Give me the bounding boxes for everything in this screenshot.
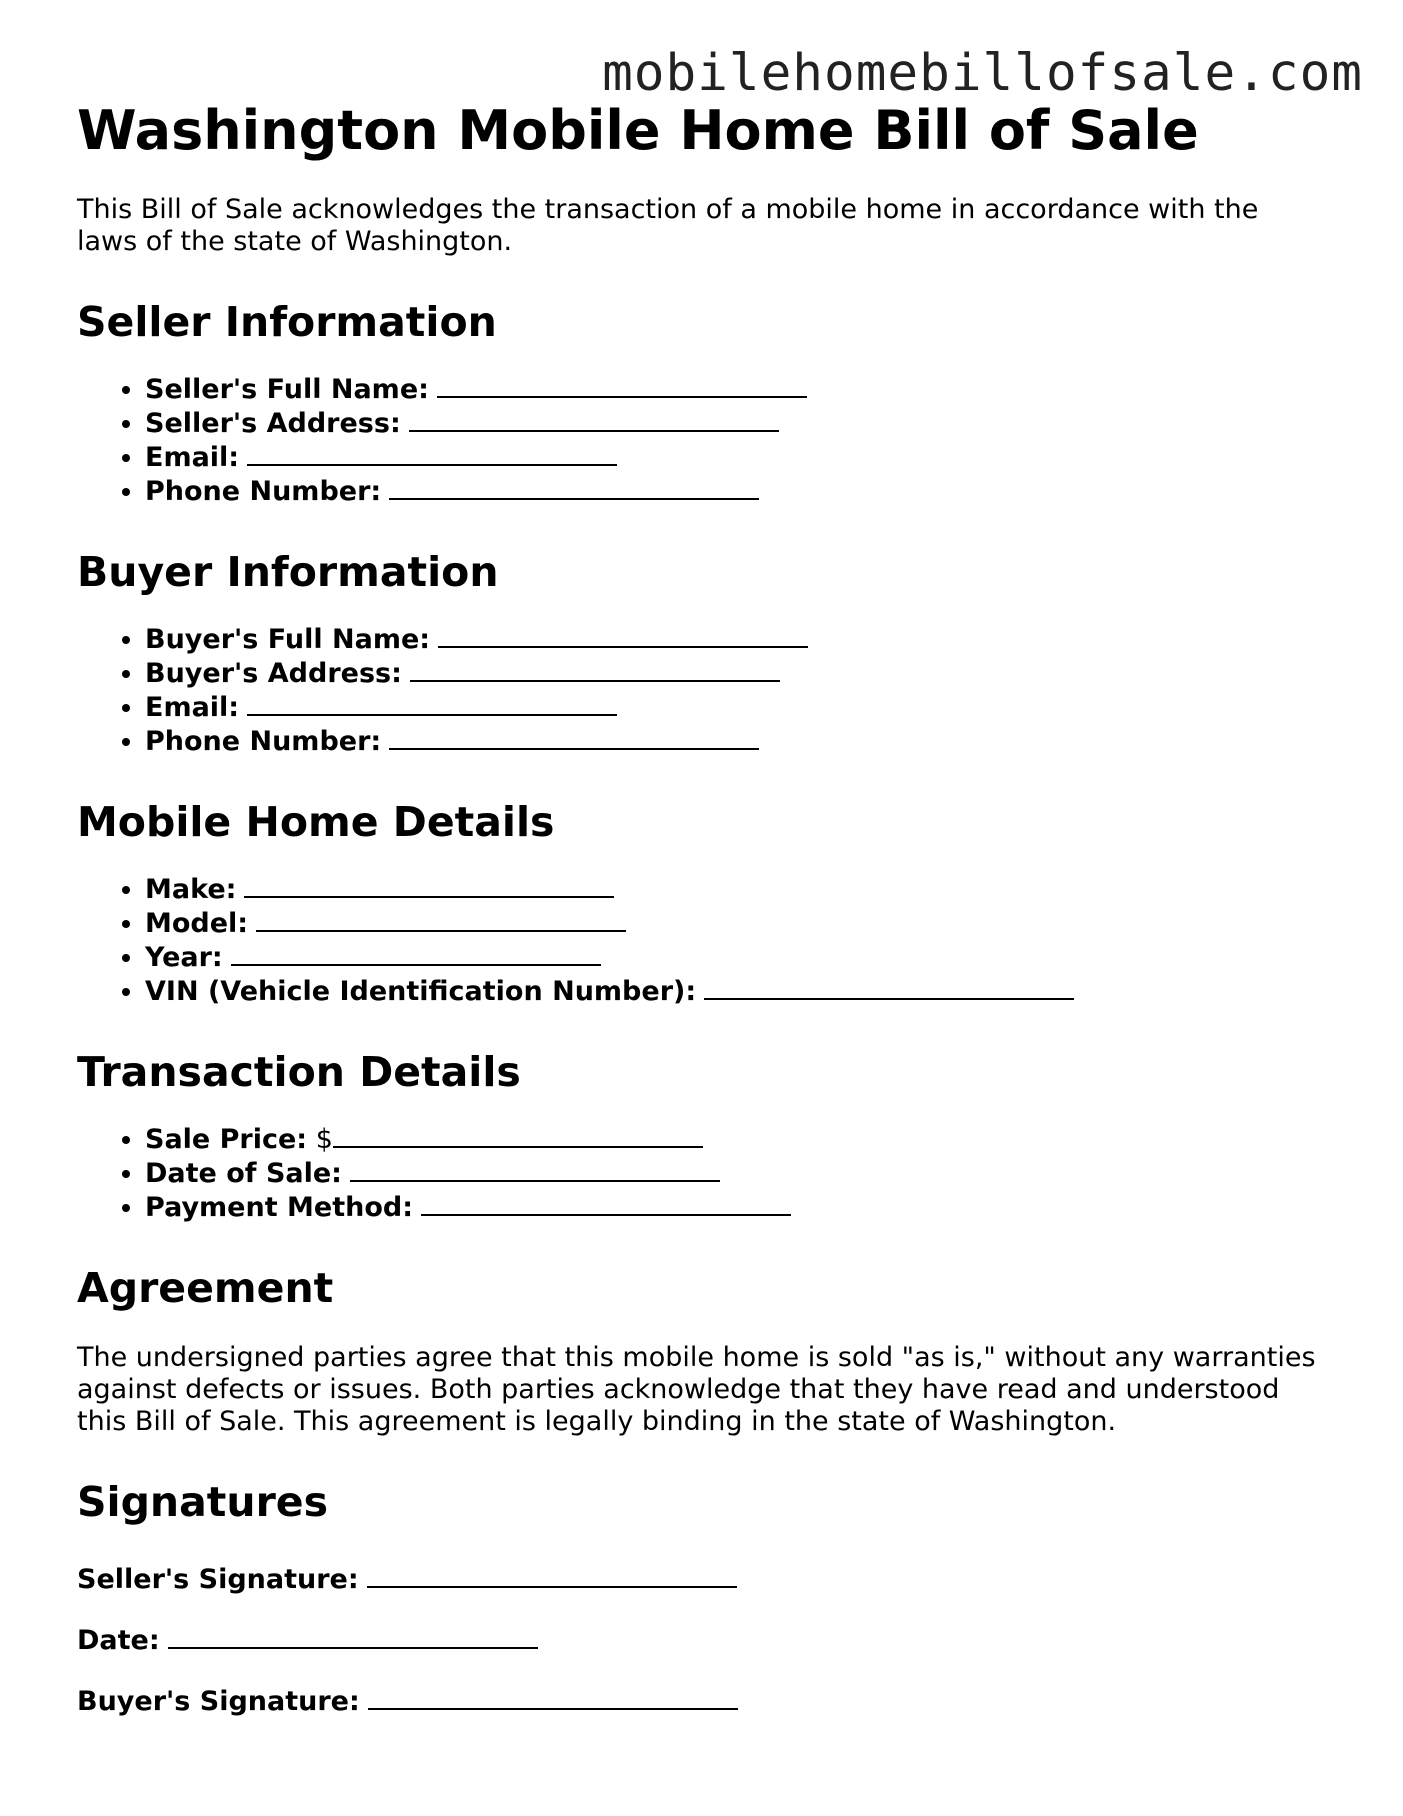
field-label: VIN (Vehicle Identification Number): xyxy=(145,976,697,1007)
field-label: Year: xyxy=(145,942,223,973)
vin-field xyxy=(145,974,1327,1008)
buyer-signature-label: Buyer's Signature: xyxy=(77,1686,360,1717)
seller-field-list xyxy=(77,372,1327,508)
buyer-phone-field xyxy=(145,724,1327,758)
seller-phone-blank[interactable] xyxy=(389,474,759,500)
buyer-address-blank[interactable] xyxy=(410,656,780,682)
signature-date-label: Date: xyxy=(77,1625,160,1656)
buyer-phone-blank[interactable] xyxy=(389,724,759,750)
sale-price-field xyxy=(145,1122,1327,1156)
seller-email-field xyxy=(145,440,1327,474)
field-label: Model: xyxy=(145,908,249,939)
seller-name-field xyxy=(145,372,1327,406)
field-label: Email: xyxy=(145,442,240,473)
seller-signature-row xyxy=(77,1562,1327,1596)
transaction-section-heading: Transaction Details xyxy=(77,1048,521,1096)
buyer-name-blank[interactable] xyxy=(438,622,808,648)
date-of-sale-blank[interactable] xyxy=(350,1156,720,1182)
make-field xyxy=(145,872,1327,906)
signature-date-row xyxy=(77,1623,1327,1657)
intro-paragraph: This Bill of Sale acknowledges the transaction of a mobile home in accordance with the laws of the state of Washington. xyxy=(77,194,1259,257)
seller-phone-field xyxy=(145,474,1327,508)
currency-symbol: $ xyxy=(315,1124,333,1155)
buyer-email-blank[interactable] xyxy=(247,690,617,716)
field-label: Make: xyxy=(145,874,237,905)
seller-signature-label: Seller's Signature: xyxy=(77,1564,359,1595)
model-field xyxy=(145,906,1327,940)
year-field xyxy=(145,940,1327,974)
field-label: Phone Number: xyxy=(145,476,382,507)
field-label: Seller's Full Name: xyxy=(145,374,429,405)
make-blank[interactable] xyxy=(244,872,614,898)
signatures-section-heading: Signatures xyxy=(77,1478,329,1526)
buyer-name-field xyxy=(145,622,1327,656)
seller-section-heading: Seller Information xyxy=(77,298,497,346)
buyer-field-list xyxy=(77,622,1327,758)
home-field-list xyxy=(77,872,1327,1008)
field-label: Payment Method: xyxy=(145,1192,414,1223)
seller-signature-blank[interactable] xyxy=(367,1562,737,1588)
page-title: Washington Mobile Home Bill of Sale xyxy=(77,99,1199,162)
vin-blank[interactable] xyxy=(704,974,1074,1000)
document-body xyxy=(77,96,1327,1718)
buyer-signature-row xyxy=(77,1684,1327,1718)
seller-address-field xyxy=(145,406,1327,440)
buyer-address-field xyxy=(145,656,1327,690)
field-label: Date of Sale: xyxy=(145,1158,342,1189)
field-label: Buyer's Address: xyxy=(145,658,402,689)
field-label: Email: xyxy=(145,692,240,723)
sale-price-blank[interactable] xyxy=(333,1122,703,1148)
year-blank[interactable] xyxy=(231,940,601,966)
transaction-field-list xyxy=(77,1122,1327,1224)
payment-method-blank[interactable] xyxy=(421,1190,791,1216)
field-label: Sale Price: xyxy=(145,1124,308,1155)
field-label: Seller's Address: xyxy=(145,408,401,439)
seller-email-blank[interactable] xyxy=(247,440,617,466)
buyer-signature-blank[interactable] xyxy=(368,1684,738,1710)
home-section-heading: Mobile Home Details xyxy=(77,798,555,846)
buyer-section-heading: Buyer Information xyxy=(77,548,499,596)
seller-address-blank[interactable] xyxy=(409,406,779,432)
seller-name-blank[interactable] xyxy=(437,372,807,398)
model-blank[interactable] xyxy=(256,906,626,932)
date-of-sale-field xyxy=(145,1156,1327,1190)
site-watermark: mobilehomebillofsale.com xyxy=(602,44,1363,103)
agreement-section-heading: Agreement xyxy=(77,1264,334,1312)
payment-method-field xyxy=(145,1190,1327,1224)
field-label: Buyer's Full Name: xyxy=(145,624,431,655)
agreement-paragraph: The undersigned parties agree that this mobile home is sold "as is," without any warranties against defects or issues. Both parties acknowledge that they have read and understood this Bill of Sale. This agreement is legally binding in the state of Washington. xyxy=(77,1342,1316,1437)
field-label: Phone Number: xyxy=(145,726,382,757)
signature-date-blank[interactable] xyxy=(168,1623,538,1649)
buyer-email-field xyxy=(145,690,1327,724)
